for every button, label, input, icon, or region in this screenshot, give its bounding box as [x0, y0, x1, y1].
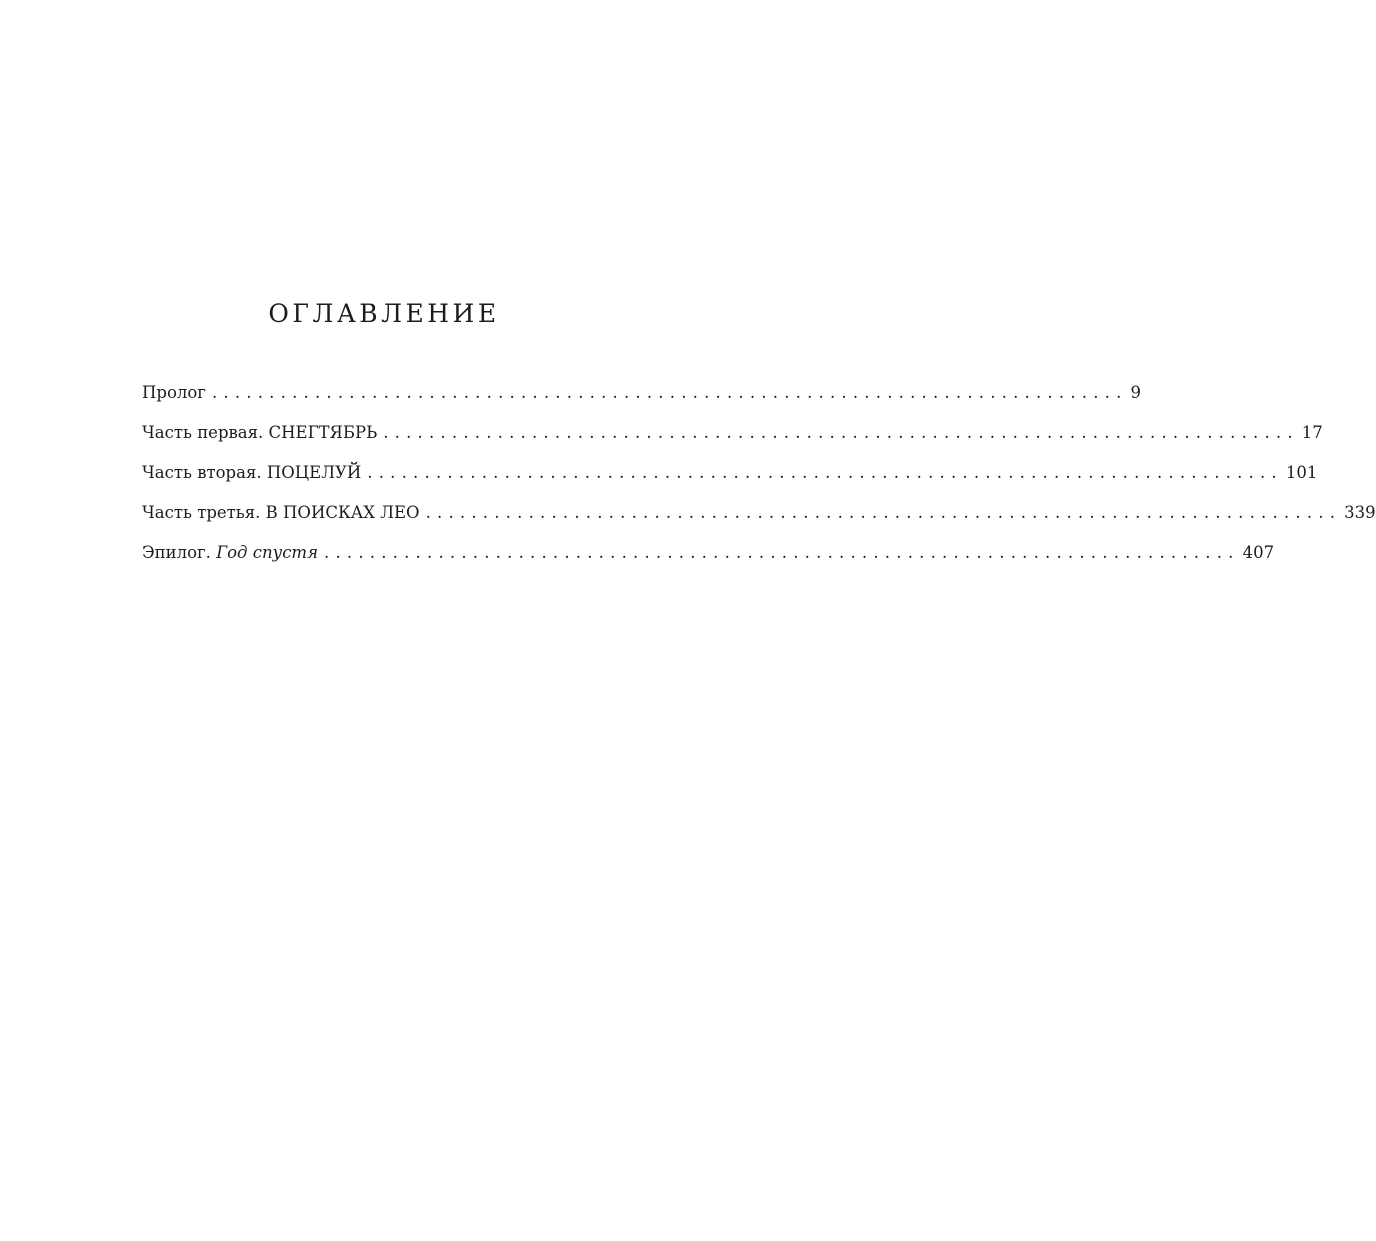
- toc-entry-label: [142, 459, 361, 487]
- toc-page-number: 407: [1242, 543, 1275, 562]
- toc-page-number: 9: [1130, 383, 1142, 402]
- toc-entry-label: [142, 539, 318, 567]
- dot-leader: ................................................................................: [367, 463, 1283, 482]
- toc-page-number: 17: [1301, 423, 1323, 442]
- dot-leader: ................................................................................: [324, 543, 1240, 562]
- toc-entry-title: Часть вторая. ПОЦЕЛУЙ: [142, 463, 362, 482]
- toc-page-number: 339: [1344, 503, 1376, 522]
- toc-entry-subtitle: Год спустя: [216, 543, 318, 562]
- toc-entry-label: [142, 419, 377, 447]
- toc-entry-prologue: [142, 379, 1142, 419]
- toc-page-number: 101: [1285, 463, 1318, 482]
- dot-leader: ................................................................................: [425, 503, 1342, 522]
- toc-entry-part-two: [142, 459, 1318, 499]
- toc-entry-title: Часть третья. В ПОИСКАХ ЛЕО: [142, 503, 420, 522]
- dot-leader: ................................................................................: [211, 383, 1128, 402]
- page-title: ОГЛАВЛЕНИЕ: [268, 299, 500, 328]
- table-of-contents: [142, 379, 1376, 579]
- toc-entry-title: Часть первая. СНЕГТЯБРЬ: [142, 423, 378, 442]
- toc-entry-label: [142, 379, 206, 407]
- toc-entry-title: Эпилог.: [142, 543, 211, 562]
- toc-entry-epilogue: [142, 539, 1275, 579]
- toc-entry-title: Пролог: [142, 383, 206, 402]
- toc-entry-part-three: [142, 499, 1376, 539]
- toc-entry-part-one: [142, 419, 1323, 459]
- dot-leader: ................................................................................: [383, 423, 1299, 442]
- toc-entry-label: [142, 499, 420, 527]
